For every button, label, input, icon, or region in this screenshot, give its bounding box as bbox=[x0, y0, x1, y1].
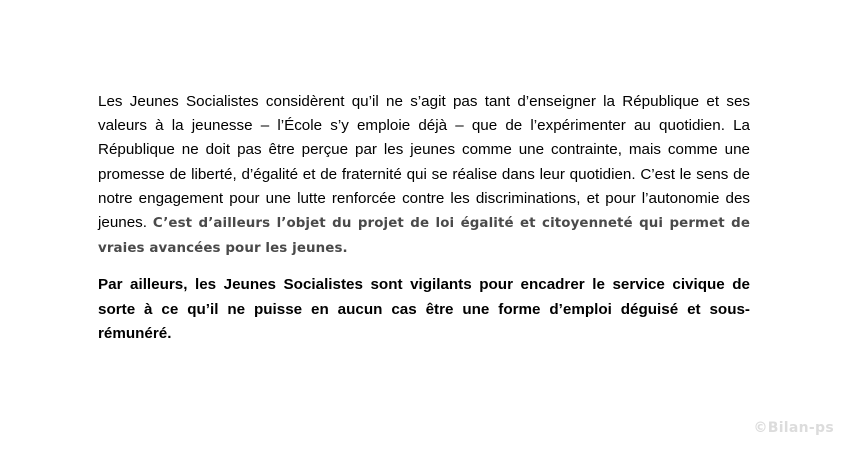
paragraph-republique bbox=[98, 90, 750, 261]
document-body bbox=[98, 90, 750, 346]
paragraph-republique-text: Les Jeunes Socialistes considèrent qu’il ne s’agit pas tant d’enseigner la République et ses valeurs à la jeunesse – l’École s’y emploie déjà – que de l’expérimenter au quotidien. La République ne doit pas être perçue par les jeunes comme une contrainte, mais comme une promesse de liberté, d’égalité et de fraternité qui se réalise dans leur quotidien. C’est le sens de notre engagement pour une lutte renforcée contre les discriminations, et pour l’autonomie des jeunes. bbox=[98, 93, 750, 232]
paragraph-service-civique: Par ailleurs, les Jeunes Socialistes sont vigilants pour encadrer le service civique de sorte à ce qu’il ne puisse en aucun cas être une forme d’emploi déguisé et sous-rémunéré. bbox=[98, 276, 750, 342]
highlighted-statement: C’est d’ailleurs l’objet du projet de loi égalité et citoyenneté qui permet de vraies avancées pour les jeunes. bbox=[98, 216, 750, 257]
watermark: ©Bilan-ps bbox=[753, 420, 834, 436]
